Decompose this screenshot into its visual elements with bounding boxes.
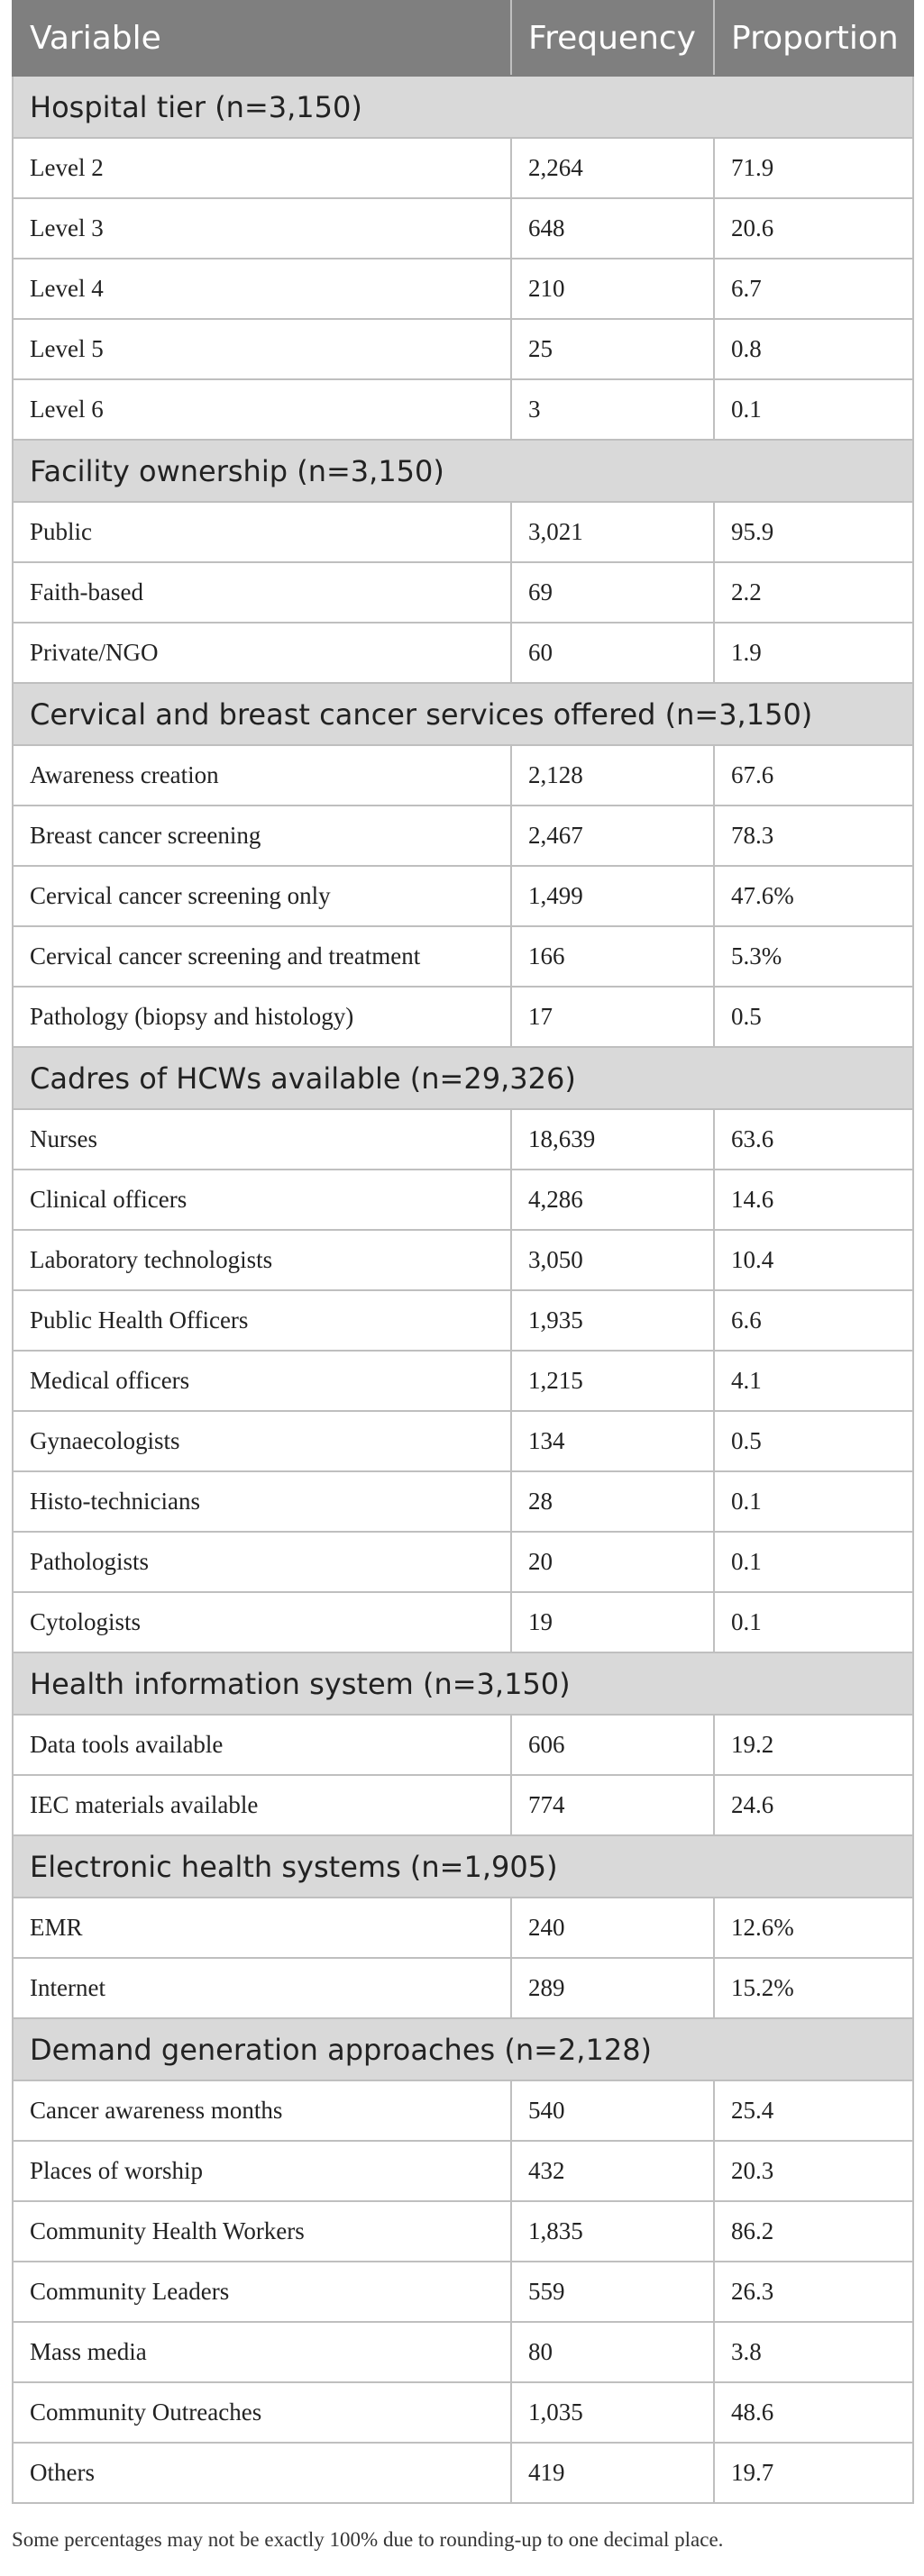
table-row (13, 319, 913, 379)
table-header (13, 1, 913, 76)
section-header-row (13, 1047, 913, 1109)
data-table (12, 0, 914, 2504)
cell-variable: Histo-technicians (13, 1471, 511, 1532)
section-header-row (13, 1835, 913, 1898)
cell-proportion: 10.4 (714, 1230, 913, 1290)
table-row (13, 2080, 913, 2141)
cell-variable: EMR (13, 1898, 511, 1958)
cell-proportion: 15.2% (714, 1958, 913, 2018)
cell-frequency: 2,467 (511, 806, 714, 866)
cell-frequency: 1,215 (511, 1351, 714, 1411)
cell-frequency: 240 (511, 1898, 714, 1958)
table-row (13, 1715, 913, 1775)
cell-proportion: 48.6 (714, 2382, 913, 2443)
cell-proportion: 0.8 (714, 319, 913, 379)
cell-proportion: 2.2 (714, 562, 913, 623)
section-header-row (13, 440, 913, 502)
table-row (13, 562, 913, 623)
section-header-row (13, 76, 913, 138)
cell-frequency: 19 (511, 1592, 714, 1652)
table-row (13, 198, 913, 259)
cell-frequency: 419 (511, 2443, 714, 2503)
cell-frequency: 25 (511, 319, 714, 379)
section-title: Cadres of HCWs available (n=29,326) (13, 1047, 913, 1109)
cell-frequency: 4,286 (511, 1170, 714, 1230)
table-row (13, 1471, 913, 1532)
cell-frequency: 1,035 (511, 2382, 714, 2443)
table-footnote: Some percentages may not be exactly 100% due to rounding-up to one decimal place. (12, 2528, 724, 2551)
cell-proportion: 95.9 (714, 502, 913, 562)
cell-variable: Medical officers (13, 1351, 511, 1411)
table-row (13, 2201, 913, 2262)
cell-proportion: 6.6 (714, 1290, 913, 1351)
table-row (13, 1411, 913, 1471)
cell-frequency: 1,835 (511, 2201, 714, 2262)
header-variable: Variable (13, 1, 511, 76)
cell-frequency: 774 (511, 1775, 714, 1835)
cell-frequency: 20 (511, 1532, 714, 1592)
cell-proportion: 0.5 (714, 987, 913, 1047)
cell-variable: Level 3 (13, 198, 511, 259)
table-row (13, 623, 913, 683)
cell-proportion: 12.6% (714, 1898, 913, 1958)
cell-proportion: 0.1 (714, 1532, 913, 1592)
cell-proportion: 25.4 (714, 2080, 913, 2141)
table-row (13, 1532, 913, 1592)
table-row (13, 1592, 913, 1652)
table-row (13, 1170, 913, 1230)
cell-variable: Public (13, 502, 511, 562)
table-row (13, 2322, 913, 2382)
cell-frequency: 28 (511, 1471, 714, 1532)
cell-variable: Level 2 (13, 138, 511, 198)
cell-variable: Faith-based (13, 562, 511, 623)
cell-proportion: 67.6 (714, 745, 913, 806)
cell-variable: Pathology (biopsy and histology) (13, 987, 511, 1047)
table-row (13, 2141, 913, 2201)
cell-variable: Level 6 (13, 379, 511, 440)
cell-variable: IEC materials available (13, 1775, 511, 1835)
cell-proportion: 20.3 (714, 2141, 913, 2201)
cell-proportion: 19.7 (714, 2443, 913, 2503)
cell-proportion: 6.7 (714, 259, 913, 319)
cell-frequency: 3,050 (511, 1230, 714, 1290)
cell-proportion: 14.6 (714, 1170, 913, 1230)
table-row (13, 138, 913, 198)
cell-frequency: 134 (511, 1411, 714, 1471)
cell-variable: Clinical officers (13, 1170, 511, 1230)
cell-proportion: 5.3% (714, 926, 913, 987)
table-row (13, 1290, 913, 1351)
cell-proportion: 20.6 (714, 198, 913, 259)
cell-proportion: 4.1 (714, 1351, 913, 1411)
cell-frequency: 17 (511, 987, 714, 1047)
table-row (13, 2382, 913, 2443)
table-row (13, 2443, 913, 2503)
cell-proportion: 63.6 (714, 1109, 913, 1170)
cell-variable: Level 4 (13, 259, 511, 319)
cell-variable: Cancer awareness months (13, 2080, 511, 2141)
cell-frequency: 1,499 (511, 866, 714, 926)
cell-variable: Level 5 (13, 319, 511, 379)
cell-variable: Cervical cancer screening and treatment (13, 926, 511, 987)
table-row (13, 1958, 913, 2018)
cell-variable: Places of worship (13, 2141, 511, 2201)
cell-frequency: 559 (511, 2262, 714, 2322)
cell-variable: Private/NGO (13, 623, 511, 683)
header-frequency: Frequency (511, 1, 714, 76)
cell-variable: Community Health Workers (13, 2201, 511, 2262)
section-header-row (13, 683, 913, 745)
cell-proportion: 0.1 (714, 1592, 913, 1652)
cell-proportion: 0.1 (714, 1471, 913, 1532)
table-row (13, 926, 913, 987)
cell-proportion: 26.3 (714, 2262, 913, 2322)
cell-frequency: 540 (511, 2080, 714, 2141)
header-proportion: Proportion (714, 1, 913, 76)
table-row (13, 1898, 913, 1958)
cell-frequency: 648 (511, 198, 714, 259)
cell-variable: Community Leaders (13, 2262, 511, 2322)
cell-frequency: 289 (511, 1958, 714, 2018)
section-title: Cervical and breast cancer services offered (n=3,150) (13, 683, 913, 745)
table-row (13, 259, 913, 319)
cell-frequency: 69 (511, 562, 714, 623)
data-table-container (12, 0, 912, 2504)
table-body (13, 76, 913, 2503)
section-title: Hospital tier (n=3,150) (13, 76, 913, 138)
table-row (13, 866, 913, 926)
section-title: Electronic health systems (n=1,905) (13, 1835, 913, 1898)
section-title: Demand generation approaches (n=2,128) (13, 2018, 913, 2080)
cell-frequency: 2,128 (511, 745, 714, 806)
cell-frequency: 166 (511, 926, 714, 987)
cell-proportion: 0.1 (714, 379, 913, 440)
table-row (13, 745, 913, 806)
cell-variable: Awareness creation (13, 745, 511, 806)
cell-variable: Laboratory technologists (13, 1230, 511, 1290)
cell-frequency: 432 (511, 2141, 714, 2201)
cell-proportion: 3.8 (714, 2322, 913, 2382)
table-row (13, 1775, 913, 1835)
cell-variable: Nurses (13, 1109, 511, 1170)
cell-variable: Cervical cancer screening only (13, 866, 511, 926)
table-row (13, 502, 913, 562)
cell-frequency: 2,264 (511, 138, 714, 198)
cell-variable: Cytologists (13, 1592, 511, 1652)
cell-variable: Public Health Officers (13, 1290, 511, 1351)
cell-frequency: 3,021 (511, 502, 714, 562)
cell-proportion: 71.9 (714, 138, 913, 198)
table-row (13, 806, 913, 866)
cell-frequency: 80 (511, 2322, 714, 2382)
table-row (13, 1351, 913, 1411)
table-row (13, 1230, 913, 1290)
cell-variable: Others (13, 2443, 511, 2503)
section-title: Facility ownership (n=3,150) (13, 440, 913, 502)
cell-frequency: 1,935 (511, 1290, 714, 1351)
cell-variable: Pathologists (13, 1532, 511, 1592)
cell-proportion: 1.9 (714, 623, 913, 683)
table-row (13, 2262, 913, 2322)
cell-frequency: 18,639 (511, 1109, 714, 1170)
cell-proportion: 24.6 (714, 1775, 913, 1835)
cell-proportion: 19.2 (714, 1715, 913, 1775)
section-header-row (13, 2018, 913, 2080)
table-row (13, 987, 913, 1047)
cell-frequency: 210 (511, 259, 714, 319)
cell-variable: Data tools available (13, 1715, 511, 1775)
cell-variable: Mass media (13, 2322, 511, 2382)
table-row (13, 379, 913, 440)
cell-variable: Internet (13, 1958, 511, 2018)
table-row (13, 1109, 913, 1170)
header-row (13, 1, 913, 76)
cell-proportion: 47.6% (714, 866, 913, 926)
cell-frequency: 606 (511, 1715, 714, 1775)
cell-frequency: 60 (511, 623, 714, 683)
cell-variable: Breast cancer screening (13, 806, 511, 866)
cell-proportion: 0.5 (714, 1411, 913, 1471)
section-title: Health information system (n=3,150) (13, 1652, 913, 1715)
cell-frequency: 3 (511, 379, 714, 440)
cell-variable: Gynaecologists (13, 1411, 511, 1471)
cell-proportion: 86.2 (714, 2201, 913, 2262)
cell-variable: Community Outreaches (13, 2382, 511, 2443)
cell-proportion: 78.3 (714, 806, 913, 866)
section-header-row (13, 1652, 913, 1715)
